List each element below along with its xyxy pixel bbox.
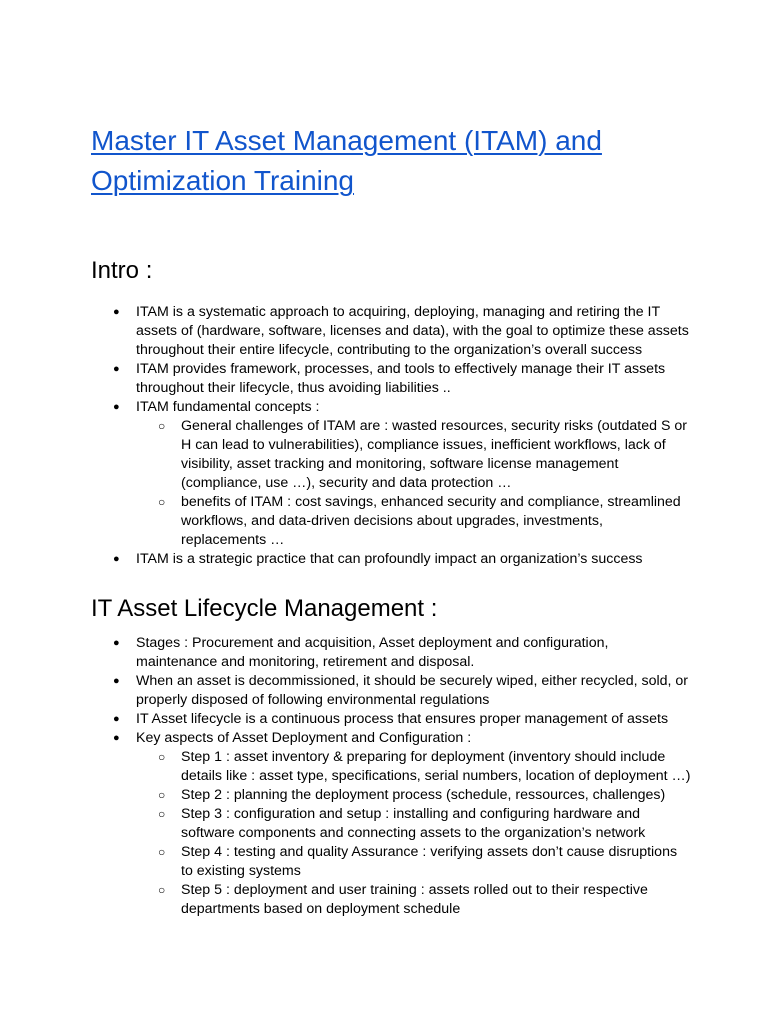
list-item-text: When an asset is decommissioned, it should be securely wiped, either recycled, sold, or properly disposed of following environmental regulations: [136, 673, 689, 708]
sub-list-item-text: benefits of ITAM : cost savings, enhanced security and compliance, streamlined workflows, and data-driven decisions about upgrades, investments, replacements …: [181, 494, 681, 548]
list-item-text: IT Asset lifecycle is a continuous process that ensures proper management of assets: [136, 711, 669, 727]
bullet-icon: ●: [113, 363, 120, 375]
bullet-icon: ●: [113, 401, 120, 413]
sub-list: [136, 417, 691, 550]
circle-bullet-icon: ○: [158, 419, 166, 433]
sub-list-item-text: General challenges of ITAM are : wasted resources, security risks (outdated S or H can lead to vulnerabilities), compliance issues, inefficient workflows, lack of visibility, asset tracking and monitoring, software license management (compliance, use …), security and data protection …: [181, 418, 687, 491]
list-item-text: ITAM is a systematic approach to acquiring, deploying, managing and retiring the IT assets of (hardware, software, licenses and data), with the goal to optimize these assets throughout their entire lifecycle, contributing to the organization’s overall success: [136, 304, 689, 358]
list-item: [91, 303, 691, 360]
sub-list-item-text: Step 1 : asset inventory & preparing for deployment (inventory should include details like : asset type, specifications, serial numbers, location of deployment …): [181, 749, 691, 784]
title-link[interactable]: Master IT Asset Management (ITAM) and Optimization Training: [91, 125, 602, 196]
list-item: [91, 672, 691, 710]
list-item: [91, 729, 691, 919]
bullet-icon: ●: [113, 553, 120, 565]
list-item: [91, 398, 691, 550]
lifecycle-list: [91, 634, 691, 919]
list-item: [91, 550, 691, 569]
bullet-icon: ●: [113, 713, 120, 725]
intro-heading: Intro :: [91, 257, 153, 284]
bullet-icon: ●: [113, 732, 120, 744]
list-item-text: Stages : Procurement and acquisition, Asset deployment and configuration, maintenance and monitoring, retirement and disposal.: [136, 635, 609, 670]
sub-list-item: [136, 748, 691, 786]
list-item: [91, 360, 691, 398]
document-title: [91, 121, 711, 201]
sub-list-item: [136, 805, 691, 843]
list-item-text: Key aspects of Asset Deployment and Configuration :: [136, 730, 472, 746]
sub-list: [136, 748, 691, 919]
sub-list-item: [136, 417, 691, 493]
sub-list-item: [136, 493, 691, 550]
circle-bullet-icon: ○: [158, 750, 166, 764]
list-item-text: ITAM provides framework, processes, and tools to effectively manage their IT assets throughout their lifecycle, thus avoiding liabilities ..: [136, 361, 666, 396]
sub-list-item-text: Step 5 : deployment and user training : assets rolled out to their respective departments based on deployment schedule: [181, 882, 648, 917]
bullet-icon: ●: [113, 675, 120, 687]
sub-list-item: [136, 881, 691, 919]
lifecycle-heading: IT Asset Lifecycle Management :: [91, 595, 438, 622]
circle-bullet-icon: ○: [158, 807, 166, 821]
circle-bullet-icon: ○: [158, 845, 166, 859]
intro-list: [91, 303, 691, 569]
circle-bullet-icon: ○: [158, 788, 166, 802]
sub-list-item: [136, 786, 691, 805]
list-item-text: ITAM is a strategic practice that can profoundly impact an organization’s success: [136, 551, 643, 567]
sub-list-item: [136, 843, 691, 881]
list-item-text: ITAM fundamental concepts :: [136, 399, 320, 415]
circle-bullet-icon: ○: [158, 495, 166, 509]
circle-bullet-icon: ○: [158, 883, 166, 897]
list-item: [91, 634, 691, 672]
sub-list-item-text: Step 2 : planning the deployment process (schedule, ressources, challenges): [181, 787, 666, 803]
bullet-icon: ●: [113, 306, 120, 318]
sub-list-item-text: Step 4 : testing and quality Assurance : verifying assets don’t cause disruptions to existing systems: [181, 844, 678, 879]
sub-list-item-text: Step 3 : configuration and setup : installing and configuring hardware and software components and connecting assets to the organization’s network: [181, 806, 646, 841]
list-item: [91, 710, 691, 729]
bullet-icon: ●: [113, 637, 120, 649]
